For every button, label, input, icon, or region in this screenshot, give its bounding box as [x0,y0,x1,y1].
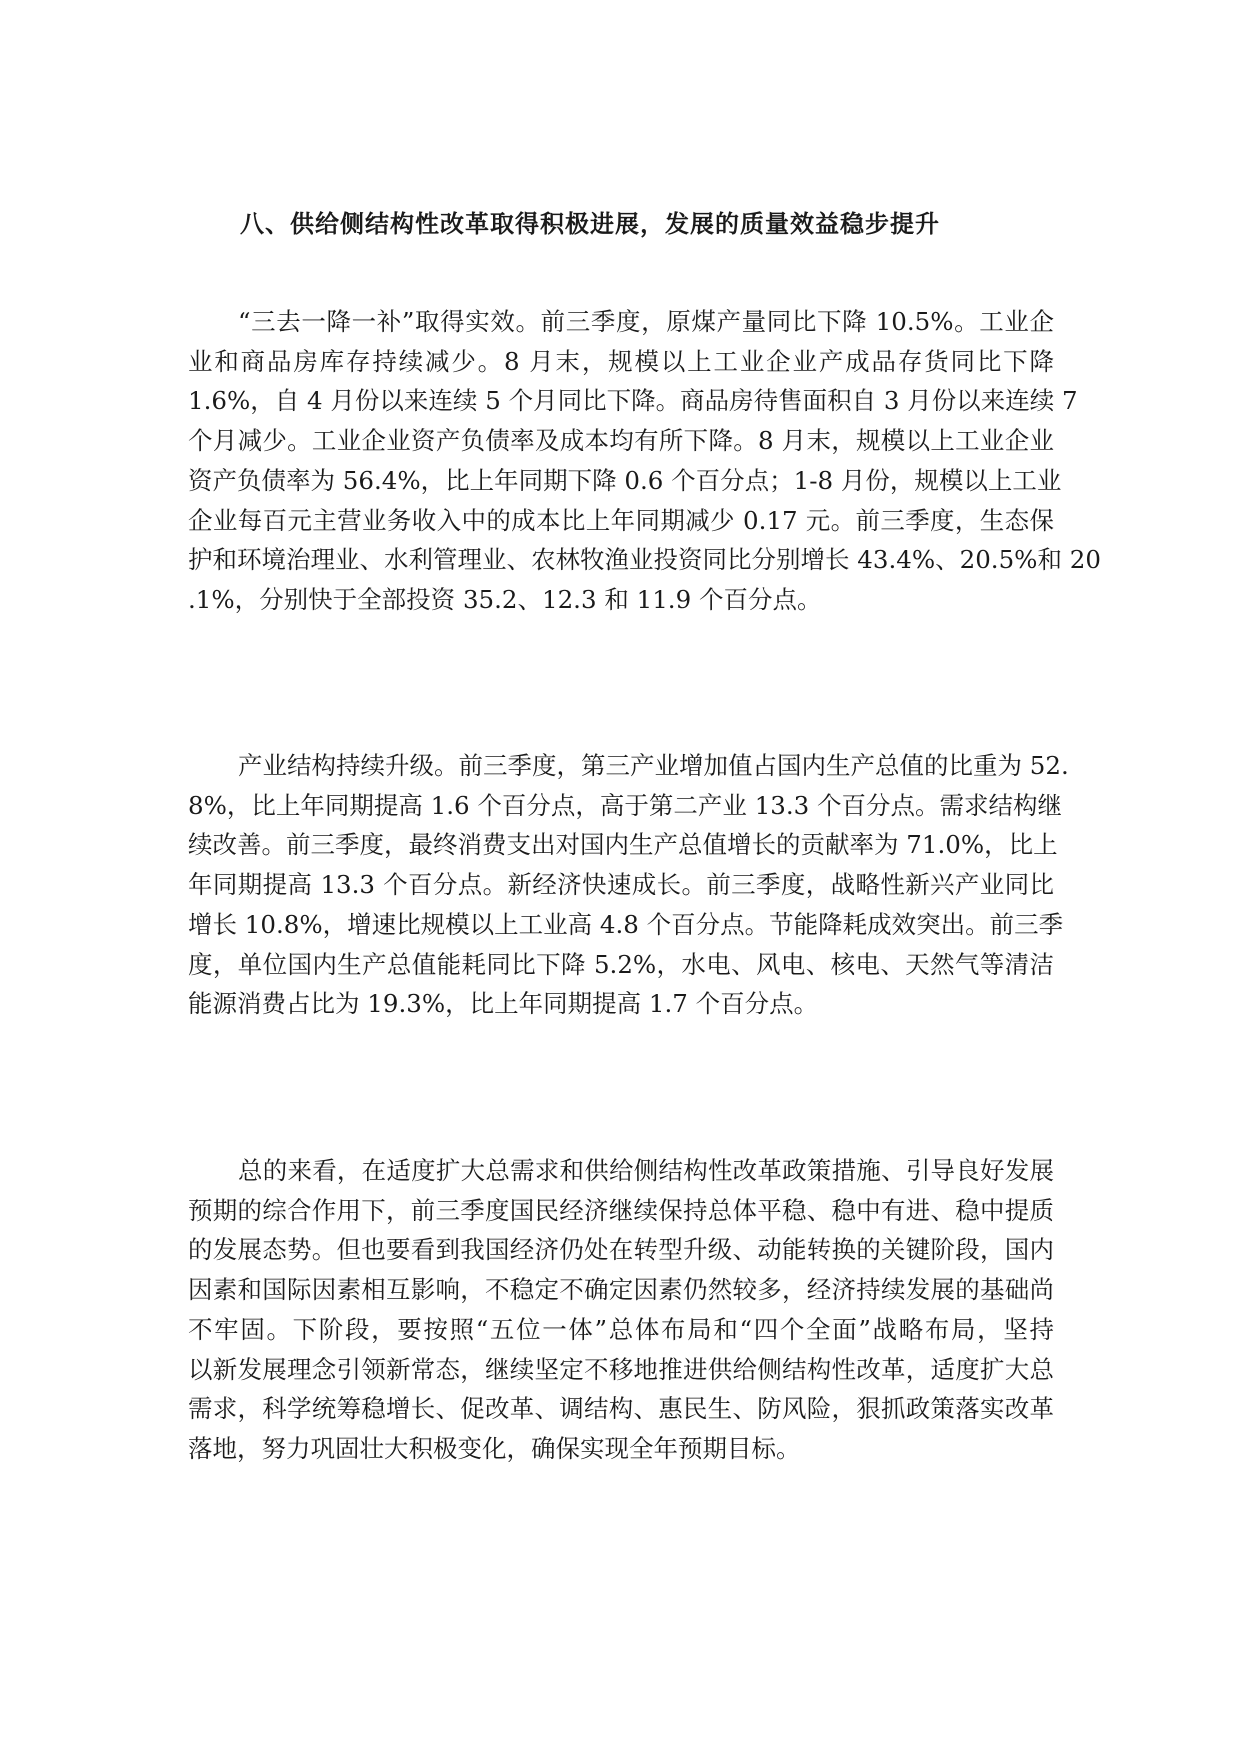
paragraph-line: “三去一降一补”取得实效。前三季度，原煤产量同比下降 10.5%。工业企 [238,307,1054,336]
paragraph-line: 资产负债率为 56.4%，比上年同期下降 0.6 个百分点；1-8 月份，规模以上工业 [188,465,1062,495]
paragraph-line: 需求，科学统筹稳增长、促改革、调结构、惠民生、防风险，狠抓政策落实改革 [188,1394,1054,1424]
paragraph-industrial-structure [188,746,1069,1024]
paragraph-line: 1.6%，自 4 月份以来连续 5 个月同比下降。商品房待售面积自 3 月份以来连续 7 [188,386,1078,416]
paragraph-line: 度，单位国内生产总值能耗同比下降 5.2%，水电、风电、核电、天然气等清洁 [188,949,1054,979]
paragraph-line: 以新发展理念引领新常态，继续坚定不移地推进供给侧结构性改革，适度扩大总 [188,1354,1054,1384]
paragraph-line: .1%，分别快于全部投资 35.2、12.3 和 11.9 个百分点。 [188,584,822,614]
paragraph-line: 总的来看，在适度扩大总需求和供给侧结构性改革政策措施、引导良好发展 [238,1156,1054,1185]
section-heading: 八、供给侧结构性改革取得积极进展，发展的质量效益稳步提升 [240,210,940,238]
paragraph-line: 预期的综合作用下，前三季度国民经济继续保持总体平稳、稳中有进、稳中提质 [188,1195,1054,1225]
paragraph-line: 产业结构持续升级。前三季度，第三产业增加值占国内生产总值的比重为 52. [238,751,1069,780]
paragraph-line: 年同期提高 13.3 个百分点。新经济快速成长。前三季度，战略性新兴产业同比 [188,870,1054,900]
paragraph-line: 企业每百元主营业务收入中的成本比上年同期减少 0.17 元。前三季度，生态保 [188,505,1054,535]
paragraph-line: 的发展态势。但也要看到我国经济仍处在转型升级、动能转换的关键阶段，国内 [188,1235,1054,1265]
paragraph-line: 落地，努力巩固壮大积极变化，确保实现全年预期目标。 [188,1433,801,1463]
paragraph-line: 因素和国际因素相互影响，不稳定不确定因素仍然较多，经济持续发展的基础尚 [188,1275,1054,1305]
paragraph-line: 业和商品房库存持续减少。8 月末，规模以上工业企业产成品存货同比下降 [188,346,1054,376]
paragraph-line: 护和环境治理业、水利管理业、农林牧渔业投资同比分别增长 43.4%、20.5%和 20 [188,545,1101,575]
paragraph-line: 能源消费占比为 19.3%，比上年同期提高 1.7 个百分点。 [188,989,819,1019]
paragraph-line: 增长 10.8%，增速比规模以上工业高 4.8 个百分点。节能降耗成效突出。前三季 [188,909,1064,939]
paragraph-line: 个月减少。工业企业资产负债率及成本均有所下降。8 月末，规模以上工业企业 [188,426,1054,456]
paragraph-line: 8%，比上年同期提高 1.6 个百分点，高于第二产业 13.3 个百分点。需求结构继 [188,790,1063,820]
paragraph-line: 不牢固。下阶段，要按照“五位一体”总体布局和“四个全面”战略布局，坚持 [188,1314,1054,1344]
paragraph-supply-side-reform [188,302,1101,620]
paragraph-summary [188,1151,1054,1469]
paragraph-line: 续改善。前三季度，最终消费支出对国内生产总值增长的贡献率为 71.0%，比上 [188,830,1058,860]
